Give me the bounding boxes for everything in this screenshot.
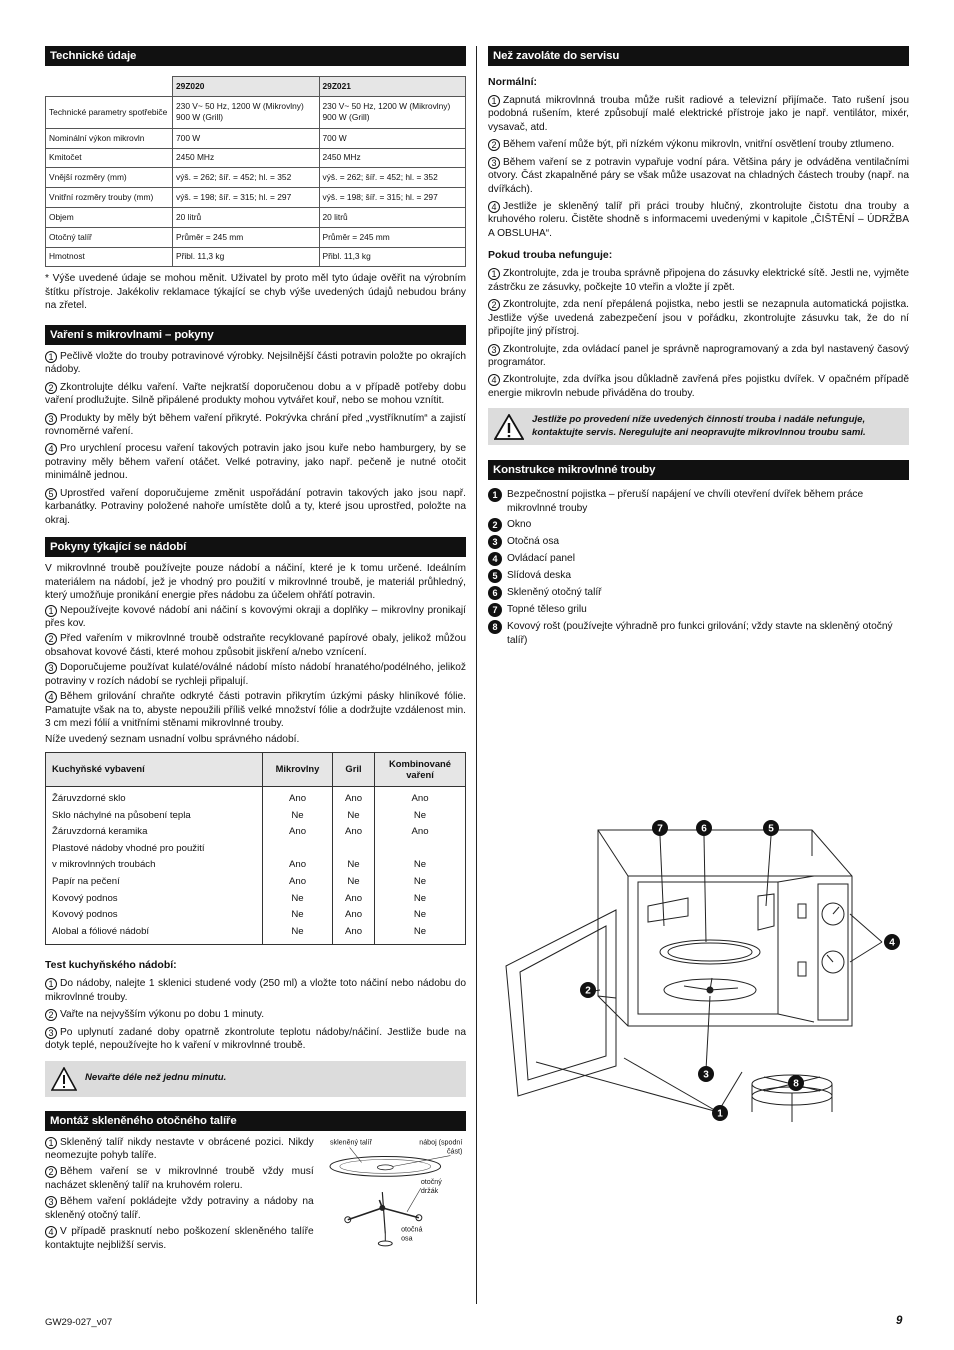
part-number: 6 — [488, 586, 502, 600]
test-heading: Test kuchyňského nádobí: — [45, 959, 177, 972]
section-heading-construction: Konstrukce mikrovlnné trouby — [488, 460, 909, 480]
dishes-item: 2 Před vařením v mikrovlnné troubě odstraňte recyklované papírové obaly, jelikož můžou obsahovat kovové části, které mohou způsobit jiskření a/nebo vznícení. — [45, 633, 466, 658]
part-number: 5 — [488, 569, 502, 583]
label-holder-line1: otočný — [420, 1177, 442, 1186]
page-number: 9 — [896, 1315, 903, 1327]
part-number: 3 — [488, 535, 502, 549]
spec-label: Nominální výkon mikrovln — [46, 128, 173, 148]
step-number: 1 — [45, 1137, 57, 1149]
callout-8: 8 — [793, 1078, 799, 1090]
fail-item: 1 Zkontrolujte, zda je trouba správně připojena do zásuvky elektrické sítě. Jestli ne, vyjměte zástrčku ze zásuvky, počkejte 10 vteřin a vložte jí zpět. — [488, 268, 909, 293]
step-number: 4 — [45, 691, 57, 703]
construction-item: 1 Bezpečnostní pojistka – přeruší napájení ve chvíli otevření dvířek během práce mikrovlnné trouby — [488, 488, 909, 515]
dishes-list-intro: Níže uvedený seznam usnadní volbu správného nádobí. — [45, 733, 300, 745]
tech-table — [45, 76, 466, 267]
col-header-microwave: Mikrovlny — [263, 753, 333, 787]
callout-1: 1 — [717, 1108, 723, 1120]
col-header-grill: Gril — [333, 753, 375, 787]
label-axis-line2: osa — [400, 1234, 413, 1243]
left-column — [45, 46, 466, 1260]
cooking-item: 4 Pro urychlení procesu vaření takových potravin jako jsou kuře nebo hamburgery, by se potraviny měly během vaření otáčet. Velké potraviny, jako např. pečeně je nutné otočit minimálně jednou. — [45, 443, 466, 482]
step-number: 3 — [45, 413, 57, 425]
part-number: 4 — [488, 552, 502, 566]
turntable-diagram — [328, 1136, 466, 1260]
tech-note: * Výše uvedené údaje se mohou měnit. Uživatel by proto měl tyto údaje ověřit na výrobním štítku přístroje. Jakékoliv reklamace týkající se chyb výše uvedených údajů nebudou brány na zřetel. — [45, 273, 466, 312]
callout-7: 7 — [657, 823, 663, 835]
callout-5: 5 — [768, 823, 774, 835]
warning-triangle-icon — [51, 1067, 77, 1091]
spec-label: Objem — [46, 207, 173, 227]
section-heading-tech: Technické údaje — [45, 46, 466, 66]
step-number: 3 — [45, 662, 57, 674]
step-number: 4 — [488, 201, 500, 213]
fail-item: 3 Zkontrolujte, zda ovládací panel je správně naprogramovaný a zda byl nastavený časový programátor. — [488, 343, 909, 368]
step-number: 4 — [45, 1226, 57, 1238]
spec-value: Přibl. 11,3 kg — [173, 247, 320, 267]
warning-text: Nevařte déle než jednu minutu. — [85, 1072, 227, 1084]
dishes-item: 4 Během grilování chraňte odkryté části potravin přikrytím úzkými pásky hliníkové fólie. Pamatujte však na to, abyste nepoužili příliš velké množství fólie a dodržujte vzdálenost min. 3 cm mezi fólií a vnitřními stěnami mikrovlnné trouby. — [45, 691, 466, 730]
cooking-item: 3 Produkty by měly být během vaření přikryté. Pokrývka chrání před „vystříknutím“ a zajistí rovnoměrné vaření. — [45, 412, 466, 437]
normal-item: 2 Během vaření může být, při nízkém výkonu mikrovln, vnitřní osvětlení trouby ztlumeno. — [488, 138, 909, 151]
spec-value: 230 V~ 50 Hz, 1200 W (Mikrovlny) 900 W (Grill) — [173, 96, 320, 128]
warning-triangle-icon — [494, 414, 524, 440]
step-number: 1 — [45, 978, 57, 990]
right-column — [488, 46, 909, 1120]
normal-item: 3 Během vaření se z potravin vypařuje vodní pára. Většina páry je odváděna ventilačními otvory. Část zkapalněné páry se však může usazovat na chladných částech trouby (např. na dvířkách). — [488, 156, 909, 195]
construction-item: 8 Kovový rošt (používejte výhradně pro funkci grilování; vždy stavte na skleněný otočný talíř) — [488, 620, 909, 647]
warning-box-service — [488, 408, 909, 445]
step-number: 2 — [45, 633, 57, 645]
plate-section — [45, 1136, 466, 1260]
col-header-item: Kuchyňské vybavení — [46, 753, 263, 787]
model-header-1: 29Z020 — [173, 77, 320, 97]
step-number: 4 — [488, 374, 500, 386]
document-code: GW29-027_v07 — [45, 1317, 113, 1328]
grill-cell: Ano Ne Ano Ne Ne Ano Ano Ano — [333, 787, 375, 945]
warning-box-dishes — [45, 1061, 466, 1097]
step-number: 3 — [45, 1027, 57, 1039]
spec-value: 2450 MHz — [319, 148, 466, 168]
spec-value: výš. = 262; šíř. = 452; hl. = 352 — [319, 168, 466, 188]
spec-label: Vnější rozměry (mm) — [46, 168, 173, 188]
normal-item: 4 Jestliže je skleněný talíř při práci trouby hlučný, zkontrolujte čistotu dna trouby a kruhového roleru. Čistěte shodně s informacemi uvedenými v kapitole „ČIŠTĚNÍ – ÚDRŽBA A OBSLUHA“. — [488, 201, 909, 239]
cooking-list — [45, 350, 466, 527]
plate-item: 1 Skleněný talíř nikdy nestavte v obrácené pozici. Nikdy neomezujte pohyb talíře. — [45, 1136, 314, 1161]
plate-item: 3 Během vaření pokládejte vždy potraviny a nádoby na skleněný otočný talíř. — [45, 1196, 314, 1221]
dishes-intro: V mikrovlnné troubě používejte pouze nádobí a náčiní, které je k tomu určené. Ideálním materiálem na nádobí, jež je vhodný pro použití v mikrovlnné troubě, je materiál průhledný, který umožňuje pronikání energie přes nádobu za účelem ohřátí potravin. — [45, 563, 466, 602]
spec-label: Kmitočet — [46, 148, 173, 168]
step-number: 2 — [488, 139, 500, 151]
step-number: 4 — [45, 443, 57, 455]
step-number: 2 — [45, 382, 57, 394]
fail-heading: Pokud trouba nefunguje: — [488, 249, 613, 262]
cooking-item: 5 Uprostřed vaření doporučujeme změnit uspořádání potravin takových jako jsou např. karbanátky. Potraviny položené nahoře umístěte dolů a ty, které jsou uprostřed, položte na okraj. — [45, 487, 466, 526]
test-item: 3 Po uplynutí zadané doby opatrně zkontrolute teplotu nádoby/náčiní. Jestliže bude na dotyk teplé, nepoužívejte ho k vaření v mikrovlnné troubě. — [45, 1026, 466, 1052]
callout-3: 3 — [703, 1069, 709, 1081]
construction-list — [488, 488, 909, 647]
fail-item: 2 Zkontrolujte, zda není přepálená pojistka, nebo jestli se nezapnula automatická pojistka. Jestliže výše uvedená zabezpečení jsou v pořádku, zkontrolujte zásuvku tak, že do ní připojíte jiný přístroj. — [488, 299, 909, 338]
step-number: 1 — [488, 95, 500, 107]
step-number: 5 — [45, 488, 57, 500]
materials-cell: Žáruvzdorné sklo Sklo náchylné na působení tepla Žáruvzdorná keramika Plastové nádoby vhodné pro použití v mikrovlnných troubách Papír na pečení Kovový podnos Kovový podnos Alobal a fóliové nádobí — [46, 787, 263, 945]
spec-value: 700 W — [173, 128, 320, 148]
part-number: 2 — [488, 518, 502, 532]
construction-item: 4 Ovládací panel — [488, 552, 909, 566]
callout-4: 4 — [889, 937, 895, 949]
test-item: 2 Vařte na nejvyšším výkonu po dobu 1 minuty. — [45, 1008, 466, 1021]
dishes-item: 3 Doporučujeme používat kulaté/oválné nádobí místo nádobí hranatého/podélného, jelikož potraviny v rozích nádobí se rychleji připalují. — [45, 662, 466, 687]
plate-list — [45, 1136, 314, 1260]
warning-text: Jestliže po provedení níže uvedených činností trouba i nadále nefunguje, kontaktujte servis. Neregulujte ani neopravujte mikrovlnnou troubu sami. — [532, 414, 866, 438]
step-number: 1 — [45, 351, 57, 363]
section-heading-dishes: Pokyny týkající se nádobí — [45, 537, 466, 557]
callout-2: 2 — [585, 985, 591, 997]
spec-value: výš. = 198; šíř. = 315; hl. = 297 — [319, 188, 466, 208]
spec-value: výš. = 198; šíř. = 315; hl. = 297 — [173, 188, 320, 208]
construction-item: 7 Topné těleso grilu — [488, 603, 909, 617]
col-header-combined: Kombinované vaření — [375, 753, 466, 787]
step-number: 2 — [45, 1009, 57, 1021]
section-heading-plate: Montáž skleněného otočného talíře — [45, 1111, 466, 1131]
test-item: 1 Do nádoby, nalejte 1 sklenici studené vody (250 ml) a vložte toto náčiní nebo nádobu do mikrovlnné trouby. — [45, 978, 466, 1003]
model-header-2: 29Z021 — [319, 77, 466, 97]
plate-item: 4 V případě prasknutí nebo poškození skleněného talíře kontaktujte nejbližší servis. — [45, 1226, 314, 1251]
step-number: 3 — [488, 344, 500, 356]
spec-value: Přibl. 11,3 kg — [319, 247, 466, 267]
column-divider — [476, 46, 477, 1304]
spec-value: 700 W — [319, 128, 466, 148]
spec-value: Průměr = 245 mm — [173, 227, 320, 247]
dishes-item: 1 Nepoužívejte kovové nádobí ani náčiní s kovovými okraji a doplňky – mikrovlny pronikají přes kov. — [45, 604, 466, 629]
step-number: 2 — [488, 299, 500, 311]
label-hub-line2: část) — [446, 1147, 463, 1156]
spec-label: Hmotnost — [46, 247, 173, 267]
step-number: 1 — [488, 268, 500, 280]
construction-item: 6 Skleněný otočný talíř — [488, 586, 909, 600]
label-hub-line1: náboj (spodní — [418, 1138, 463, 1147]
cooking-item: 2 Zkontrolujte délku vaření. Vařte nejkratší doporučenou dobu a v případě potřeby dobu vaření prodlužujte. Silně připálené produkty mohou vytvářet kouř, nebo se mohou vznítit. — [45, 381, 466, 407]
normal-heading: Normální: — [488, 76, 538, 88]
step-number: 2 — [45, 1166, 57, 1178]
construction-item: 5 Slídová deska — [488, 569, 909, 583]
part-number: 8 — [488, 620, 502, 634]
part-number: 7 — [488, 603, 502, 617]
part-number: 1 — [488, 488, 502, 502]
label-axis-line1: otočná — [400, 1225, 423, 1234]
spec-value: Průměr = 245 mm — [319, 227, 466, 247]
microwave-cell: Ano Ne Ano Ano Ano Ne Ne Ne — [263, 787, 333, 945]
callout-6: 6 — [701, 823, 707, 835]
plate-item: 2 Během vaření se v mikrovlnné troubě vždy musí nacházet skleněný talíř na kruhovém roleru. — [45, 1166, 314, 1191]
spec-value: 20 litrů — [173, 207, 320, 227]
cooking-item: 1 Pečlivě vložte do trouby potravinové výrobky. Nejsilnější části potravin položte po okrajích nádoby. — [45, 350, 466, 376]
section-heading-service: Než zavoláte do servisu — [488, 46, 909, 66]
microwave-diagram — [488, 766, 909, 1126]
spec-value: 230 V~ 50 Hz, 1200 W (Mikrovlny) 900 W (Grill) — [319, 96, 466, 128]
spec-value: 2450 MHz — [173, 148, 320, 168]
combined-cell: Ano Ne Ano Ne Ne Ne Ne Ne — [375, 787, 466, 945]
step-number: 3 — [45, 1196, 57, 1208]
fail-item: 4 Zkontrolujte, zda dvířka jsou důkladně zavřená přes pojistku dvířek. V opačném případě energie mikrovln nebude přiváděna do trouby. — [488, 374, 909, 399]
spec-value: výš. = 262; šíř. = 452; hl. = 352 — [173, 168, 320, 188]
step-number: 1 — [45, 605, 57, 617]
spec-label: Otočný talíř — [46, 227, 173, 247]
construction-item: 3 Otočná osa — [488, 535, 909, 549]
label-glass-plate: skleněný talíř — [329, 1138, 372, 1147]
spec-value: 20 litrů — [319, 207, 466, 227]
section-heading-cooking: Vaření s mikrovlnami – pokyny — [45, 325, 466, 345]
construction-item: 2 Okno — [488, 518, 909, 532]
spec-label: Technické parametry spotřebiče — [46, 96, 173, 128]
step-number: 3 — [488, 157, 500, 169]
dishes-table — [45, 752, 466, 945]
normal-item: 1 Zapnutá mikrovlnná trouba může rušit radiové a televizní přijímače. Tato rušení jsou podobná rušením, které způsobují malé elektrické přístroje jako je např. ventilátor, mixér, vysavač, atd. — [488, 94, 909, 133]
label-holder-line2: držák — [420, 1186, 438, 1195]
spec-label: Vnitřní rozměry trouby (mm) — [46, 188, 173, 208]
